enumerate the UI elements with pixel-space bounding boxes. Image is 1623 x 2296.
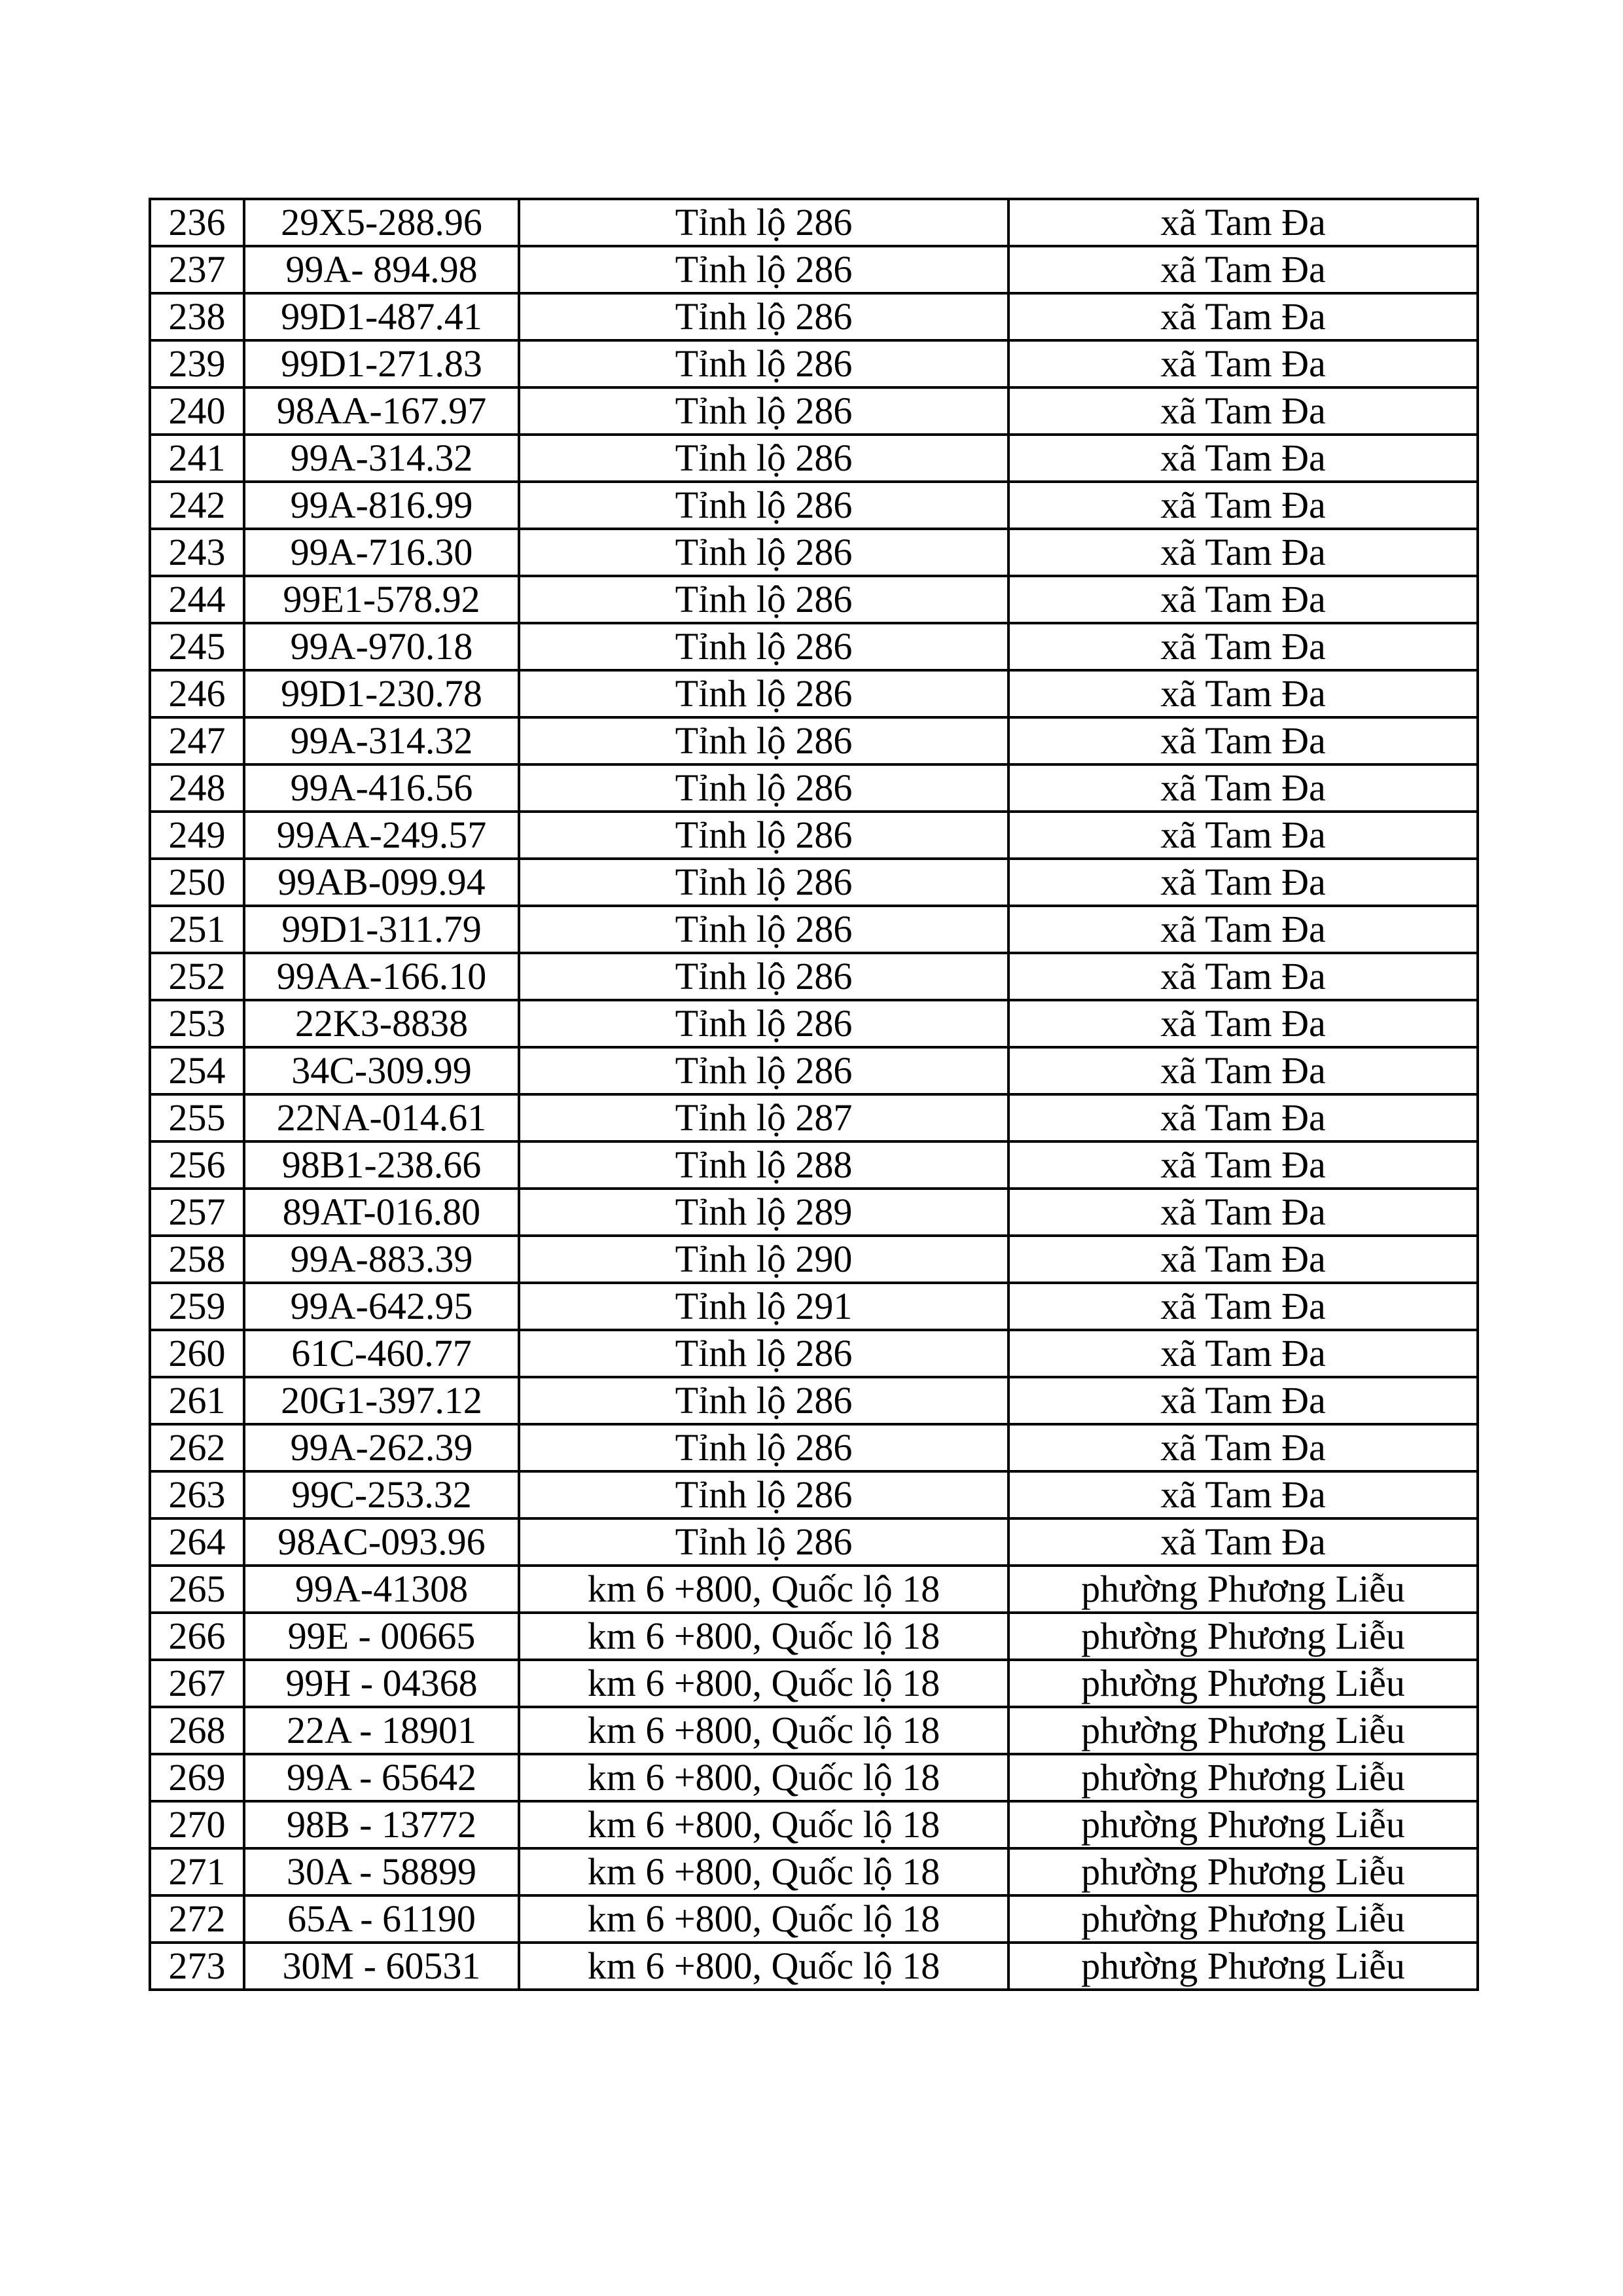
row-number: 265 (150, 1566, 244, 1613)
ward: phường Phương Liễu (1008, 1566, 1478, 1613)
license-plate: 99A-314.32 (244, 435, 519, 482)
license-plate: 99A-416.56 (244, 764, 519, 812)
row-number: 264 (150, 1518, 244, 1566)
row-number: 248 (150, 764, 244, 812)
table-row (150, 576, 1478, 623)
table-row (150, 1424, 1478, 1471)
ward: xã Tam Đa (1008, 1236, 1478, 1283)
ward: xã Tam Đa (1008, 717, 1478, 764)
license-plate: 99A- 894.98 (244, 246, 519, 293)
table-row (150, 1895, 1478, 1943)
ward: xã Tam Đa (1008, 435, 1478, 482)
location: km 6 +800, Quốc lộ 18 (519, 1613, 1008, 1660)
license-plate: 22A - 18901 (244, 1707, 519, 1754)
table-row (150, 529, 1478, 576)
ward: xã Tam Đa (1008, 576, 1478, 623)
license-plate: 99D1-311.79 (244, 906, 519, 953)
location: Tỉnh lộ 286 (519, 670, 1008, 717)
location: Tỉnh lộ 286 (519, 246, 1008, 293)
table-row (150, 1566, 1478, 1613)
row-number: 247 (150, 717, 244, 764)
row-number: 244 (150, 576, 244, 623)
table-row (150, 1141, 1478, 1189)
location: Tỉnh lộ 289 (519, 1189, 1008, 1236)
ward: xã Tam Đa (1008, 812, 1478, 859)
license-plate: 99E - 00665 (244, 1613, 519, 1660)
location: Tỉnh lộ 286 (519, 859, 1008, 906)
license-plate: 98AA-167.97 (244, 387, 519, 435)
ward: phường Phương Liễu (1008, 1801, 1478, 1848)
table-row (150, 1094, 1478, 1141)
location: Tỉnh lộ 286 (519, 623, 1008, 670)
ward: xã Tam Đa (1008, 764, 1478, 812)
ward: xã Tam Đa (1008, 387, 1478, 435)
table-row (150, 670, 1478, 717)
ward: xã Tam Đa (1008, 953, 1478, 1000)
row-number: 270 (150, 1801, 244, 1848)
ward: xã Tam Đa (1008, 1283, 1478, 1330)
license-plate: 99AA-249.57 (244, 812, 519, 859)
license-plate: 22NA-014.61 (244, 1094, 519, 1141)
location: Tỉnh lộ 286 (519, 529, 1008, 576)
ward: phường Phương Liễu (1008, 1660, 1478, 1707)
table-row (150, 906, 1478, 953)
license-plate: 99A-642.95 (244, 1283, 519, 1330)
location: Tỉnh lộ 286 (519, 1330, 1008, 1377)
table-row (150, 1000, 1478, 1047)
location: Tỉnh lộ 286 (519, 293, 1008, 340)
license-plate: 65A - 61190 (244, 1895, 519, 1943)
row-number: 251 (150, 906, 244, 953)
location: km 6 +800, Quốc lộ 18 (519, 1566, 1008, 1613)
license-plate: 34C-309.99 (244, 1047, 519, 1094)
table-row (150, 293, 1478, 340)
row-number: 246 (150, 670, 244, 717)
license-plate: 99D1-230.78 (244, 670, 519, 717)
table-row (150, 199, 1478, 246)
ward: xã Tam Đa (1008, 1047, 1478, 1094)
ward: xã Tam Đa (1008, 1094, 1478, 1141)
ward: phường Phương Liễu (1008, 1943, 1478, 1990)
row-number: 256 (150, 1141, 244, 1189)
license-plate: 99AB-099.94 (244, 859, 519, 906)
license-plate: 99A-716.30 (244, 529, 519, 576)
row-number: 266 (150, 1613, 244, 1660)
row-number: 257 (150, 1189, 244, 1236)
row-number: 273 (150, 1943, 244, 1990)
table-row (150, 1848, 1478, 1895)
row-number: 238 (150, 293, 244, 340)
row-number: 245 (150, 623, 244, 670)
row-number: 269 (150, 1754, 244, 1801)
location: Tỉnh lộ 286 (519, 576, 1008, 623)
table-row (150, 1236, 1478, 1283)
table-row (150, 1330, 1478, 1377)
table-row (150, 1189, 1478, 1236)
location: km 6 +800, Quốc lộ 18 (519, 1943, 1008, 1990)
license-plate: 61C-460.77 (244, 1330, 519, 1377)
table-row (150, 435, 1478, 482)
location: Tỉnh lộ 286 (519, 717, 1008, 764)
license-plate: 99E1-578.92 (244, 576, 519, 623)
table-row (150, 340, 1478, 387)
ward: xã Tam Đa (1008, 1189, 1478, 1236)
location: Tỉnh lộ 286 (519, 1471, 1008, 1518)
license-plate: 98B1-238.66 (244, 1141, 519, 1189)
table-row (150, 482, 1478, 529)
ward: xã Tam Đa (1008, 1471, 1478, 1518)
license-plate: 99AA-166.10 (244, 953, 519, 1000)
license-plate: 99A-883.39 (244, 1236, 519, 1283)
ward: xã Tam Đa (1008, 623, 1478, 670)
ward: xã Tam Đa (1008, 670, 1478, 717)
ward: phường Phương Liễu (1008, 1613, 1478, 1660)
table-row (150, 623, 1478, 670)
location: Tỉnh lộ 291 (519, 1283, 1008, 1330)
location: Tỉnh lộ 286 (519, 1424, 1008, 1471)
license-plate: 99A-262.39 (244, 1424, 519, 1471)
location: Tỉnh lộ 286 (519, 906, 1008, 953)
ward: xã Tam Đa (1008, 1000, 1478, 1047)
row-number: 267 (150, 1660, 244, 1707)
table-row (150, 717, 1478, 764)
location: Tỉnh lộ 286 (519, 387, 1008, 435)
location: km 6 +800, Quốc lộ 18 (519, 1895, 1008, 1943)
ward: phường Phương Liễu (1008, 1895, 1478, 1943)
vehicle-records-table (149, 198, 1479, 1991)
license-plate: 99A-970.18 (244, 623, 519, 670)
row-number: 259 (150, 1283, 244, 1330)
table-row (150, 859, 1478, 906)
table-row (150, 953, 1478, 1000)
ward: xã Tam Đa (1008, 246, 1478, 293)
row-number: 261 (150, 1377, 244, 1424)
ward: phường Phương Liễu (1008, 1848, 1478, 1895)
row-number: 258 (150, 1236, 244, 1283)
row-number: 237 (150, 246, 244, 293)
table-row (150, 387, 1478, 435)
license-plate: 89AT-016.80 (244, 1189, 519, 1236)
license-plate: 99D1-487.41 (244, 293, 519, 340)
table-row (150, 1518, 1478, 1566)
license-plate: 99H - 04368 (244, 1660, 519, 1707)
row-number: 249 (150, 812, 244, 859)
table-row (150, 1660, 1478, 1707)
license-plate: 22K3-8838 (244, 1000, 519, 1047)
row-number: 268 (150, 1707, 244, 1754)
license-plate: 30M - 60531 (244, 1943, 519, 1990)
row-number: 272 (150, 1895, 244, 1943)
location: Tỉnh lộ 286 (519, 1000, 1008, 1047)
row-number: 236 (150, 199, 244, 246)
location: Tỉnh lộ 286 (519, 764, 1008, 812)
license-plate: 99A-314.32 (244, 717, 519, 764)
license-plate: 98AC-093.96 (244, 1518, 519, 1566)
table-row (150, 1801, 1478, 1848)
row-number: 241 (150, 435, 244, 482)
table-row (150, 1943, 1478, 1990)
location: km 6 +800, Quốc lộ 18 (519, 1848, 1008, 1895)
table-row (150, 1283, 1478, 1330)
location: Tỉnh lộ 286 (519, 953, 1008, 1000)
table-row (150, 1613, 1478, 1660)
license-plate: 99A-816.99 (244, 482, 519, 529)
location: Tỉnh lộ 286 (519, 482, 1008, 529)
location: km 6 +800, Quốc lộ 18 (519, 1707, 1008, 1754)
ward: xã Tam Đa (1008, 1377, 1478, 1424)
row-number: 239 (150, 340, 244, 387)
row-number: 252 (150, 953, 244, 1000)
ward: xã Tam Đa (1008, 340, 1478, 387)
location: Tỉnh lộ 286 (519, 340, 1008, 387)
row-number: 263 (150, 1471, 244, 1518)
table-row (150, 1047, 1478, 1094)
license-plate: 20G1-397.12 (244, 1377, 519, 1424)
table-row (150, 246, 1478, 293)
location: km 6 +800, Quốc lộ 18 (519, 1754, 1008, 1801)
location: Tỉnh lộ 286 (519, 812, 1008, 859)
table-body (150, 199, 1478, 1990)
ward: xã Tam Đa (1008, 482, 1478, 529)
location: Tỉnh lộ 287 (519, 1094, 1008, 1141)
ward: xã Tam Đa (1008, 859, 1478, 906)
table-row (150, 1471, 1478, 1518)
location: Tỉnh lộ 288 (519, 1141, 1008, 1189)
ward: xã Tam Đa (1008, 1424, 1478, 1471)
license-plate: 99A-41308 (244, 1566, 519, 1613)
ward: xã Tam Đa (1008, 529, 1478, 576)
location: Tỉnh lộ 286 (519, 435, 1008, 482)
table-row (150, 812, 1478, 859)
table-row (150, 1707, 1478, 1754)
row-number: 254 (150, 1047, 244, 1094)
row-number: 250 (150, 859, 244, 906)
ward: xã Tam Đa (1008, 1330, 1478, 1377)
license-plate: 99A - 65642 (244, 1754, 519, 1801)
row-number: 260 (150, 1330, 244, 1377)
location: km 6 +800, Quốc lộ 18 (519, 1660, 1008, 1707)
location: Tỉnh lộ 286 (519, 1047, 1008, 1094)
row-number: 255 (150, 1094, 244, 1141)
row-number: 240 (150, 387, 244, 435)
ward: xã Tam Đa (1008, 293, 1478, 340)
table-row (150, 764, 1478, 812)
license-plate: 99D1-271.83 (244, 340, 519, 387)
row-number: 243 (150, 529, 244, 576)
location: Tỉnh lộ 290 (519, 1236, 1008, 1283)
location: Tỉnh lộ 286 (519, 199, 1008, 246)
license-plate: 99C-253.32 (244, 1471, 519, 1518)
ward: xã Tam Đa (1008, 199, 1478, 246)
license-plate: 29X5-288.96 (244, 199, 519, 246)
row-number: 262 (150, 1424, 244, 1471)
table-row (150, 1377, 1478, 1424)
ward: xã Tam Đa (1008, 1518, 1478, 1566)
ward: phường Phương Liễu (1008, 1707, 1478, 1754)
license-plate: 98B - 13772 (244, 1801, 519, 1848)
ward: xã Tam Đa (1008, 1141, 1478, 1189)
license-plate: 30A - 58899 (244, 1848, 519, 1895)
row-number: 242 (150, 482, 244, 529)
row-number: 253 (150, 1000, 244, 1047)
row-number: 271 (150, 1848, 244, 1895)
table-row (150, 1754, 1478, 1801)
location: km 6 +800, Quốc lộ 18 (519, 1801, 1008, 1848)
ward: xã Tam Đa (1008, 906, 1478, 953)
location: Tỉnh lộ 286 (519, 1518, 1008, 1566)
ward: phường Phương Liễu (1008, 1754, 1478, 1801)
location: Tỉnh lộ 286 (519, 1377, 1008, 1424)
